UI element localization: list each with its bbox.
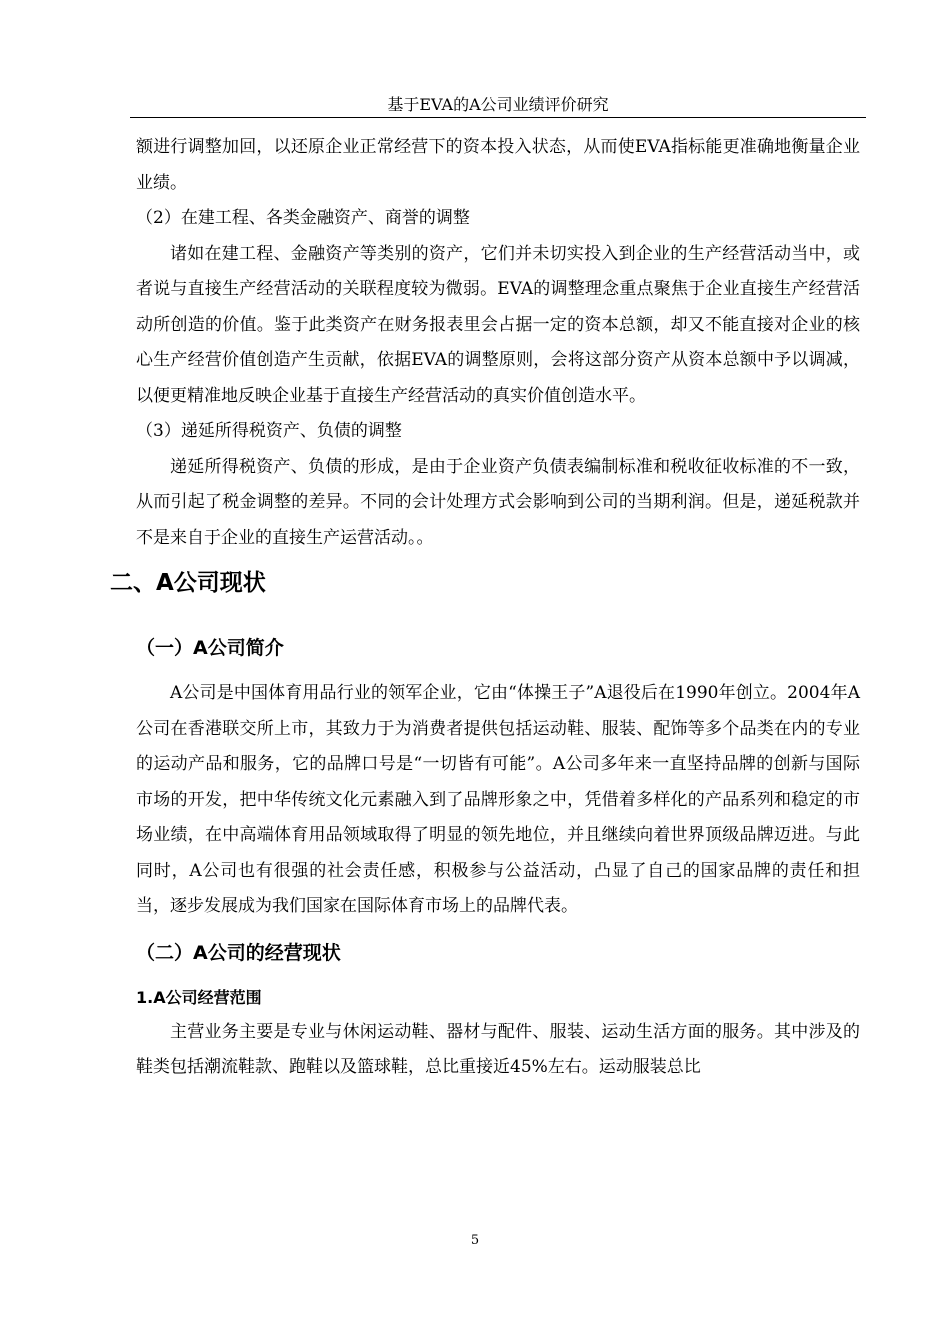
sub-subsection-heading-scope: 1.A公司经营范围 bbox=[136, 987, 262, 1007]
item-2-paragraph: 诸如在建工程、金融资产等类别的资产，它们并未切实投入到企业的生产经营活动当中，或者说与直接生产经营活动的关联程度较为微弱。EVA的调整理念重点聚焦于企业直接生产经营活动所创造的价值。鉴于此类资产在财务报表里会占据一定的资本总额，却又不能直接对企业的核心生产经营价值创造产生贡献，依据EVA的调整原则，会将这部分资产从资本总额中予以调减，以便更精准地反映企业基于直接生产经营活动的真实价值创造水平。 bbox=[136, 243, 860, 406]
running-header: 基于EVA的A公司业绩评价研究 bbox=[387, 95, 609, 114]
subsection-heading-operations: （二）A公司的经营现状 bbox=[136, 941, 341, 964]
page-number: 5 bbox=[470, 1233, 480, 1248]
header-rule bbox=[130, 117, 866, 118]
paragraph-continued: 额进行调整加回，以还原企业正常经营下的资本投入状态，从而使EVA指标能更准确地衡量企业业绩。 bbox=[136, 137, 860, 193]
section-heading: 二、A公司现状 bbox=[110, 570, 266, 596]
intro-paragraph: A公司是中国体育用品行业的领军企业，它由“体操王子”A退役后在1990年创立。2004年A公司在香港联交所上市，其致力于为消费者提供包括运动鞋、服装、配饰等多个品类在内的专业的运动产品和服务，它的品牌口号是“一切皆有可能”。A公司多年来一直坚持品牌的创新与国际市场的开发，把中华传统文化元素融入到了品牌形象之中，凭借着多样化的产品系列和稳定的市场业绩，在中高端体育用品领域取得了明显的领先地位，并且继续向着世界顶级品牌迈进。与此同时，A公司也有很强的社会责任感，积极参与公益活动，凸显了自己的国家品牌的责任和担当，逐步发展成为我们国家在国际体育市场上的品牌代表。 bbox=[136, 683, 860, 916]
item-2-title: （2）在建工程、各类金融资产、商誉的调整 bbox=[136, 208, 470, 228]
item-3-paragraph: 递延所得税资产、负债的形成，是由于企业资产负债表编制标准和税收征收标准的不一致，从而引起了税金调整的差异。不同的会计处理方式会影响到公司的当期利润。但是，递延税款并不是来自于企业的直接生产运营活动。。 bbox=[136, 456, 860, 548]
page-body bbox=[110, 130, 860, 1086]
subsection-heading-intro: （一）A公司简介 bbox=[136, 637, 284, 659]
item-3-title: （3）递延所得税资产、负债的调整 bbox=[136, 421, 402, 441]
scope-paragraph: 主营业务主要是专业与休闲运动鞋、器材与配件、服装、运动生活方面的服务。其中涉及的鞋类包括潮流鞋款、跑鞋以及篮球鞋，总比重接近45%左右。运动服装总比 bbox=[136, 1021, 860, 1077]
